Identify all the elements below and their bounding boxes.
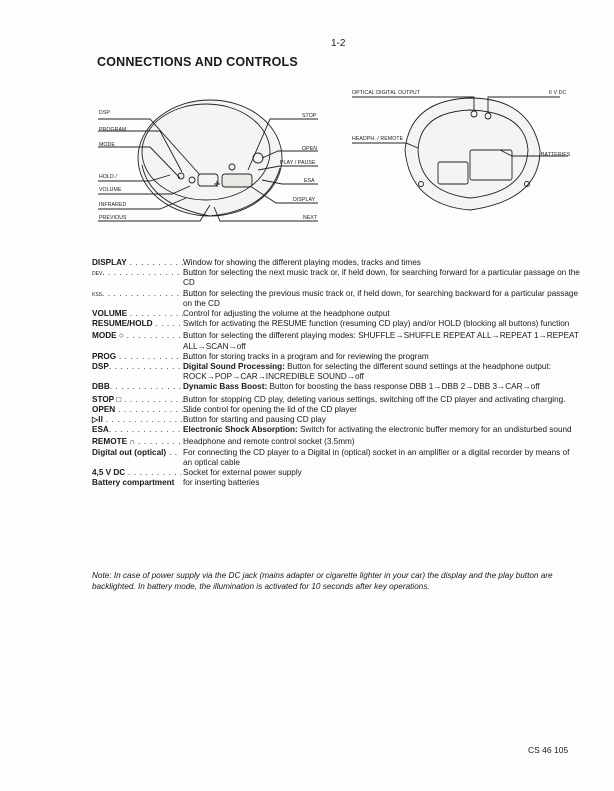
- definition-term-cell: [92, 437, 187, 447]
- definition-row: [92, 258, 592, 268]
- callout-next: NEXT: [303, 215, 318, 221]
- definition-term-cell: [92, 468, 189, 478]
- page-title: CONNECTIONS AND CONTROLS: [97, 55, 298, 69]
- leader-dots: . . . . . . . . . . . . . . . . .: [102, 288, 197, 298]
- definition-description: [183, 331, 592, 351]
- definition-row: [92, 331, 592, 351]
- definition-text: Button for storing tracks in a program and for reviewing the program: [183, 351, 429, 361]
- definition-description: [183, 289, 592, 309]
- definition-row: [92, 268, 592, 288]
- definition-description: [183, 437, 592, 447]
- callout-program: PROGRAM: [99, 127, 127, 133]
- definition-term-cell: [92, 319, 183, 329]
- controls-definition-list: [92, 258, 592, 488]
- definition-term-cell: [92, 362, 193, 382]
- definition-term: Digital out (optical): [92, 447, 167, 457]
- leader-dots: . . . . . . . . . .: [127, 309, 185, 319]
- definition-text: Button for stopping CD play, deleting various settings, switching off the CD player and activating charging.: [183, 394, 566, 404]
- definition-row: [92, 415, 592, 425]
- definition-bold-lead: Dynamic Bass Boost:: [183, 382, 268, 392]
- definition-text: Socket for external power supply: [183, 468, 302, 478]
- definition-term-cell: [92, 395, 183, 405]
- leader-dots: . .: [166, 447, 178, 457]
- definition-description: [183, 405, 592, 415]
- definition-description: [183, 319, 592, 329]
- definition-description: [183, 258, 592, 268]
- note-paragraph: Note: In case of power supply via the DC jack (mains adapter or cigarette lighter in your car) the display and the play button are backlighted. In battery mode, the illumination is activated for 10 seconds after key operations.: [92, 571, 553, 591]
- definition-term: ESA: [92, 425, 109, 435]
- definition-description: [183, 362, 592, 382]
- callout-display: DISPLAY: [293, 197, 316, 203]
- definition-text: Button for selecting the different playing modes: SHUFFLE→SHUFFLE REPEAT ALL→REPEAT 1→REPEAT ALL→SCAN→off: [183, 331, 579, 351]
- leader-dots: . . . . . . . . . . . . . . .: [102, 415, 190, 425]
- definition-row: [92, 405, 592, 415]
- definition-row: [92, 382, 592, 392]
- leader-dots: . . . . .: [152, 319, 182, 329]
- definition-text: Switch for activating the electronic buffer memory for an undisturbed sound: [297, 425, 572, 435]
- definition-term: ▷II: [92, 415, 103, 425]
- definition-term-cell: [92, 415, 190, 425]
- callout-infrared: INFRARED: [99, 202, 127, 208]
- definition-term-cell: [92, 382, 194, 392]
- definition-text: Headphone and remote control socket (3.5mm): [183, 437, 355, 447]
- callout-hold: HOLD /: [99, 174, 117, 180]
- definition-description: [183, 468, 592, 478]
- callout-open: OPEN: [302, 146, 318, 152]
- definition-bold-lead: Digital Sound Processing:: [183, 362, 285, 372]
- definition-text: Control for adjusting the volume at the headphone output: [183, 309, 390, 319]
- definition-text: For connecting the CD player to a Digital in (optical) socket in an amplifier or a digital recorder by means of an optical cable: [183, 447, 570, 467]
- callout-dsp: DSP: [99, 110, 110, 116]
- definition-term: STOP □: [92, 394, 122, 404]
- definition-text: Button for boosting the bass response DBB 1→DBB 2→DBB 3→CAR→off: [267, 382, 540, 392]
- callout-batteries: BATTERIES: [541, 152, 571, 158]
- definition-term-cell: [92, 268, 198, 288]
- definition-description: [183, 415, 592, 425]
- document-code: CS 46 105: [528, 745, 569, 755]
- definition-description: [183, 352, 592, 362]
- definition-description: [183, 478, 592, 488]
- leader-dots: . . . . . . . . . . . . .: [115, 404, 190, 414]
- leader-dots: . . . . . . . . . . .: [121, 394, 185, 404]
- definition-term: KSS: [92, 291, 103, 298]
- leader-dots: . . . . . . . . . . . . . .: [108, 425, 187, 435]
- definition-term-cell: [92, 425, 187, 435]
- definition-term-cell: [92, 478, 183, 488]
- leader-dots: . . . . . . . . . . . . . . . . .: [102, 268, 198, 278]
- definition-description: [183, 448, 592, 468]
- definition-term-cell: [92, 309, 183, 319]
- callout-optical-output: OPTICAL DIGITAL OUTPUT: [352, 90, 421, 96]
- definition-description: [183, 309, 592, 319]
- leader-dots: . . . . . . . . .: [135, 437, 187, 447]
- callout-6vdc: 6 V DC: [549, 90, 567, 96]
- definition-text: for inserting batteries: [183, 478, 260, 488]
- player-bottom-drawing: [0, 0, 614, 250]
- definition-term: REMOTE ∩: [92, 437, 136, 447]
- definition-description: [183, 425, 592, 435]
- page-number: 1-2: [331, 38, 346, 49]
- leader-dots: . . . . . . . . . . .: [126, 258, 190, 267]
- callout-mode: MODE: [99, 142, 115, 148]
- callout-play-pause: PLAY / PAUSE: [280, 160, 316, 166]
- definition-bold-lead: Electronic Shock Absorption:: [183, 425, 298, 435]
- callout-stop: STOP: [302, 113, 317, 119]
- definition-term: DEV: [92, 271, 103, 278]
- definition-term: PROG: [92, 351, 117, 361]
- definition-text: Window for showing the different playing modes, tracks and times: [183, 258, 421, 267]
- definition-text: Slide control for opening the lid of the CD player: [183, 404, 357, 414]
- definition-row: [92, 319, 592, 329]
- definition-text: Button for selecting the different sound settings at the headphone output: ROCK→POP→CAR→INCREDIBLE SOUND→off: [183, 362, 552, 382]
- definition-term: DSP: [92, 362, 109, 372]
- definition-row: [92, 352, 592, 362]
- definition-term: Battery compartment: [92, 478, 175, 488]
- definition-term: DBB: [92, 382, 110, 392]
- definition-term-cell: [92, 331, 188, 351]
- leader-dots: . . . . . . . . . . . . . . .: [108, 362, 193, 372]
- definition-term-cell: [92, 351, 191, 362]
- leader-dots: . . . . . . . . . . .: [123, 331, 188, 341]
- definition-text: Button for selecting the next music track or, if held down, for searching forward for a particular passage on the CD: [183, 268, 580, 288]
- definition-row: [92, 448, 592, 468]
- definition-description: [183, 395, 592, 405]
- callout-volume: VOLUME: [99, 187, 122, 193]
- definition-row: [92, 309, 592, 319]
- definition-term-cell: [92, 404, 190, 415]
- definition-term: MODE ○: [92, 331, 124, 341]
- leader-dots: . . . . . . . . . . . . . . .: [109, 382, 194, 392]
- definition-row: [92, 468, 592, 478]
- callout-esa: ESA: [304, 178, 315, 184]
- definition-row: [92, 289, 592, 309]
- callout-previous: PREVIOUS: [99, 215, 127, 221]
- definition-term: RESUME/HOLD: [92, 319, 153, 329]
- definition-row: [92, 437, 592, 447]
- definition-text: Button for starting and pausing CD play: [183, 415, 326, 425]
- definition-row: [92, 478, 592, 488]
- definition-term: OPEN: [92, 404, 116, 414]
- definition-term: VOLUME: [92, 309, 128, 319]
- definition-term-cell: [92, 288, 197, 309]
- definition-description: [183, 382, 592, 392]
- definition-term: DISPLAY: [92, 258, 127, 267]
- definition-row: [92, 362, 592, 382]
- definition-text: Switch for activating the RESUME function (resuming CD play) and/or HOLD (blocking all buttons) function: [183, 319, 570, 329]
- callout-headph-remote: HEADPH. / REMOTE: [352, 136, 404, 142]
- definition-term: 4,5 V DC: [92, 468, 126, 478]
- definition-row: [92, 395, 592, 405]
- definition-text: Button for selecting the previous music track or, if held down, for searching backward for a particular passage on the CD: [183, 288, 579, 308]
- leader-dots: . . . . . . . . . . . . .: [116, 351, 191, 361]
- definition-term-cell: [92, 448, 183, 468]
- definition-description: [183, 268, 592, 288]
- leader-dots: . . . . . . . . . . .: [125, 468, 189, 478]
- definition-term-cell: [92, 258, 190, 268]
- definition-row: [92, 425, 592, 435]
- player-bottom-figure: [0, 0, 614, 250]
